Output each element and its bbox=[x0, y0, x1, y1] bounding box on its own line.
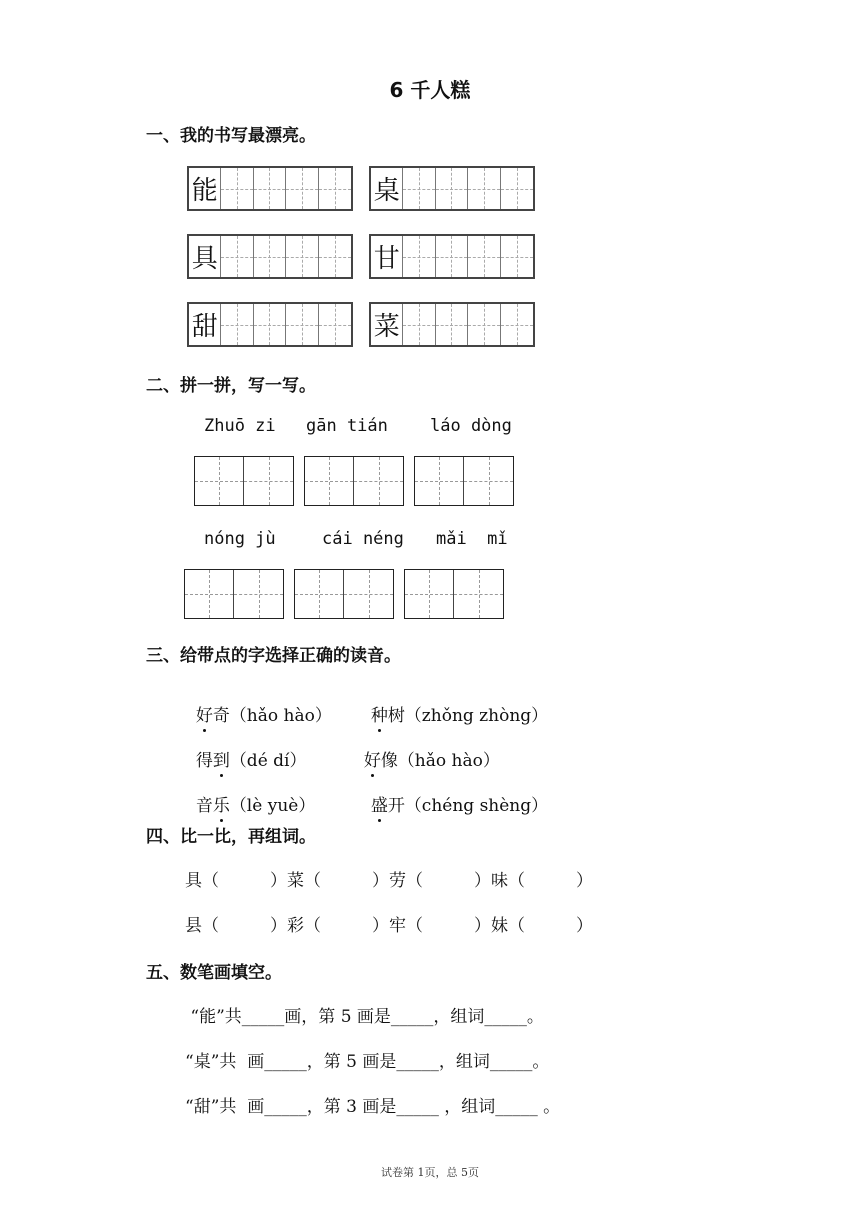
item-text: 树（zhǒng zhòng） bbox=[387, 706, 549, 726]
section-2-heading: 二、拼一拼，写一写。 bbox=[146, 376, 316, 396]
tianzige-box-1 bbox=[194, 456, 294, 506]
pronunciation-item-1 bbox=[185, 681, 332, 726]
compare-row-2: 县（ ）彩（ ）牢（ ）妹（ ） bbox=[185, 916, 593, 936]
pronunciation-item-4 bbox=[353, 726, 500, 771]
dotted-char: 好 bbox=[196, 701, 213, 726]
stroke-line-2: “桌”共 画_____，第 5 画是_____，组词_____。 bbox=[185, 1052, 550, 1072]
writing-strip-4 bbox=[369, 234, 535, 279]
pronunciation-item-3 bbox=[185, 726, 306, 771]
section-1-heading: 一、我的书写最漂亮。 bbox=[146, 126, 316, 146]
plain-char: 得 bbox=[195, 751, 213, 771]
char-1: 能 bbox=[191, 176, 218, 206]
page-footer: 试卷第 1页，总 5页 bbox=[381, 1166, 479, 1179]
section-4-heading: 四、比一比，再组词。 bbox=[146, 827, 316, 847]
item-text: 像（hǎo hào） bbox=[380, 751, 500, 771]
stroke-line-3: “甜”共 画_____，第 3 画是_____ ，组词_____ 。 bbox=[185, 1097, 561, 1117]
section-3-heading: 三、给带点的字选择正确的读音。 bbox=[146, 646, 401, 666]
pinyin-1: Zhuō zi bbox=[204, 416, 276, 436]
pinyin-4: nóng jù bbox=[204, 529, 276, 549]
tianzige-box-4 bbox=[184, 569, 284, 619]
pronunciation-item-2 bbox=[360, 681, 548, 726]
stroke-line-1: “能”共_____画，第 5 画是_____，组词_____。 bbox=[185, 1007, 544, 1027]
dotted-char: 好 bbox=[364, 746, 381, 771]
char-4: 甘 bbox=[373, 244, 400, 274]
dotted-char: 乐 bbox=[213, 791, 230, 816]
section-5-heading: 五、数笔画填空。 bbox=[146, 963, 282, 983]
char-5: 甜 bbox=[191, 312, 218, 342]
compare-row-1: 具（ ）菜（ ）劳（ ）味（ ） bbox=[185, 871, 593, 891]
writing-strip-2 bbox=[369, 166, 535, 211]
writing-strip-5 bbox=[187, 302, 353, 347]
tianzige-box-3 bbox=[414, 456, 514, 506]
tianzige-box-6 bbox=[404, 569, 504, 619]
pinyin-2: gān tián bbox=[306, 416, 388, 436]
dotted-char: 到 bbox=[213, 746, 230, 771]
writing-strip-1 bbox=[187, 166, 353, 211]
pronunciation-item-6 bbox=[360, 771, 548, 816]
item-text: （dé dí） bbox=[229, 751, 307, 771]
tianzige-box-5 bbox=[294, 569, 394, 619]
writing-strip-3 bbox=[187, 234, 353, 279]
pronunciation-item-5 bbox=[185, 771, 315, 816]
pinyin-3: láo dòng bbox=[430, 416, 512, 436]
dotted-char: 盛 bbox=[371, 791, 388, 816]
char-2: 桌 bbox=[373, 176, 400, 206]
item-text: 开（chéng shèng） bbox=[387, 796, 549, 816]
writing-strip-6 bbox=[369, 302, 535, 347]
pinyin-5: cái néng bbox=[322, 529, 404, 549]
dotted-char: 种 bbox=[371, 701, 388, 726]
char-3: 具 bbox=[191, 244, 218, 274]
item-text: （lè yuè） bbox=[229, 796, 316, 816]
page-title: 6 千人糕 bbox=[389, 78, 471, 102]
tianzige-box-2 bbox=[304, 456, 404, 506]
plain-char: 音 bbox=[195, 796, 213, 816]
pinyin-6: mǎi mǐ bbox=[436, 529, 508, 549]
char-6: 菜 bbox=[373, 312, 400, 342]
item-text: 奇（hǎo hào） bbox=[212, 706, 332, 726]
